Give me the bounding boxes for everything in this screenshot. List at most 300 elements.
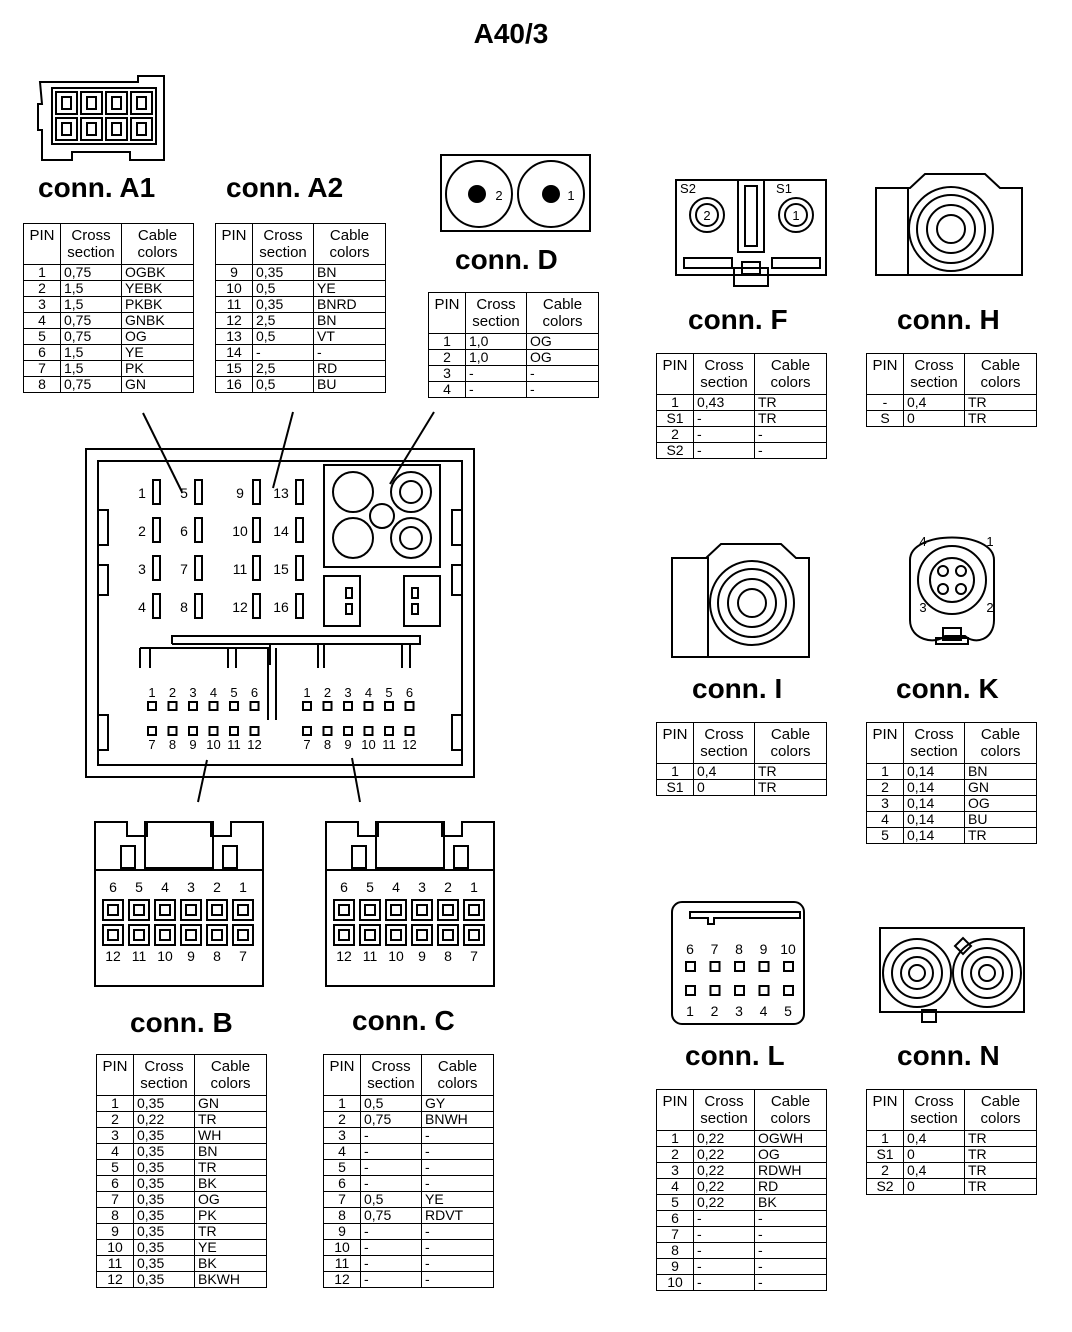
header-cable-colors-text: colors [137, 244, 178, 261]
cross-section-cell: 0,35 [134, 1208, 195, 1224]
cable-color-cell: PK [195, 1208, 267, 1224]
bc-latch [376, 822, 444, 868]
a1-contact [87, 123, 96, 135]
a1-cavity [56, 92, 77, 114]
conn-label-h: conn. H [897, 304, 1000, 335]
cable-color-cell: TR [755, 764, 827, 780]
l-cell [784, 986, 793, 995]
pin-number-label: 7 [180, 561, 188, 577]
l-cell [711, 986, 720, 995]
pin-number-label: 16 [273, 599, 289, 615]
pin-number-label: 11 [131, 948, 147, 964]
bc-cavity [207, 925, 227, 945]
pin-cell: 3 [24, 297, 61, 313]
pin-number-label: 12 [336, 948, 352, 964]
pin-number-label: 15 [273, 561, 289, 577]
header-pin-text: PIN [872, 357, 898, 374]
pin-number-label: 5 [366, 879, 374, 895]
cross-section-cell: - [466, 382, 527, 398]
cross-section-cell: 1,5 [61, 345, 122, 361]
pin-number-label: 14 [273, 523, 289, 539]
cable-color-cell: BN [195, 1144, 267, 1160]
cable-color-cell: GNBK [122, 313, 194, 329]
cross-section-cell: 0,22 [694, 1179, 755, 1195]
cable-color-cell: PK [122, 361, 194, 377]
l-cell [686, 986, 695, 995]
header-cable-colors-text: colors [210, 1075, 251, 1092]
cross-section-cell: 0 [694, 780, 755, 796]
cross-section-cell: - [694, 1211, 755, 1227]
cable-color-cell: GN [965, 780, 1037, 796]
cable-color-cell: BU [314, 377, 386, 393]
pin-number-label: 7 [470, 948, 478, 964]
header-cross-section-text: Cross [144, 1058, 184, 1075]
pin-number-label: 11 [362, 948, 378, 964]
cable-color-cell: GY [422, 1096, 494, 1112]
conn-label-a2: conn. A2 [226, 172, 344, 203]
pin-number-label: 7 [303, 737, 311, 752]
pin-cell: 3 [429, 366, 466, 382]
pin-number-label: 4 [161, 879, 169, 895]
pin-number-label: 10 [780, 941, 796, 957]
cable-color-cell: RDVT [422, 1208, 494, 1224]
cross-section-cell: - [253, 345, 314, 361]
pin-cell: 1 [24, 265, 61, 281]
conn-label-k: conn. K [896, 673, 999, 704]
pin-cell: 2 [324, 1112, 361, 1128]
pin-cell: 10 [657, 1275, 694, 1291]
bc-cell [385, 727, 393, 735]
bc-cell [365, 727, 373, 735]
bc-latch [145, 822, 213, 868]
bc-slot [121, 846, 135, 868]
bc-cavity [360, 900, 380, 920]
bc-cavity [207, 900, 227, 920]
conn-a1-housing [38, 76, 164, 160]
pin-number-label: 3 [919, 600, 927, 615]
header-cross-section-text: section [910, 1110, 958, 1127]
header-cross-section-text: Cross [704, 726, 744, 743]
pin-number-label: 1 [686, 1003, 694, 1019]
cross-section-cell: 2,5 [253, 313, 314, 329]
header-cable-colors-text: colors [980, 743, 1021, 760]
pin-cell: 6 [324, 1176, 361, 1192]
cable-color-cell: - [422, 1176, 494, 1192]
pin-slot [153, 518, 160, 542]
cross-section-cell: 2,5 [253, 361, 314, 377]
cross-section-cell: 0,35 [134, 1128, 195, 1144]
a1-contact [62, 123, 71, 135]
pin-cell: 11 [216, 297, 253, 313]
pin-number-label: 3 [418, 879, 426, 895]
pin-number-label: 6 [180, 523, 188, 539]
pin-number-label: 5 [180, 485, 188, 501]
pin-cell: 3 [657, 1163, 694, 1179]
pin-cell: 12 [97, 1272, 134, 1288]
pin-number-label: 10 [232, 523, 248, 539]
cross-section-cell: 0 [904, 1179, 965, 1195]
bc-cell [303, 727, 311, 735]
cable-color-cell: - [422, 1272, 494, 1288]
cross-section-cell: 0,75 [361, 1208, 422, 1224]
pin-number-label: 5 [230, 685, 238, 700]
pin-number-label: 7 [239, 948, 247, 964]
pin-cell: 5 [867, 828, 904, 844]
header-cable-colors-text: Cable [980, 726, 1021, 743]
pin-cell: 1 [657, 1131, 694, 1147]
bc-contact [391, 930, 401, 940]
cable-color-cell: TR [755, 411, 827, 427]
bc-cell [344, 727, 352, 735]
pin-number-label: 5 [784, 1003, 792, 1019]
conn-k-housing [910, 538, 994, 645]
pin-cell: 9 [97, 1224, 134, 1240]
bc-contact [134, 905, 144, 915]
bc-cavity [103, 900, 123, 920]
cross-section-cell: - [361, 1240, 422, 1256]
pin-slot [296, 480, 303, 504]
bc-slot [223, 846, 237, 868]
pin-cell: 2 [97, 1112, 134, 1128]
bc-cell [210, 727, 218, 735]
pin-cell: 7 [97, 1192, 134, 1208]
cable-color-cell: - [755, 1243, 827, 1259]
l-cell [711, 962, 720, 971]
cross-section-cell: - [694, 1275, 755, 1291]
pin-cell: 5 [97, 1160, 134, 1176]
header-cross-section-text: section [67, 244, 115, 261]
pin-number-label: S1 [776, 181, 792, 196]
a1-cavity [131, 92, 152, 114]
pin-cell: S1 [657, 780, 694, 796]
bc-cavity [129, 925, 149, 945]
pin-number-label: 8 [444, 948, 452, 964]
pin-cell: 2 [867, 780, 904, 796]
bc-cavity [386, 925, 406, 945]
bc-cell [148, 727, 156, 735]
cross-section-cell: - [361, 1144, 422, 1160]
cable-color-cell: OG [755, 1147, 827, 1163]
pin-number-label: 8 [168, 737, 177, 752]
cross-section-cell: 0,35 [134, 1144, 195, 1160]
pin-number-label: 2 [138, 523, 146, 539]
pin-cell: 1 [867, 1131, 904, 1147]
pin-cell: 1 [657, 395, 694, 411]
header-cross-section-text: Cross [476, 296, 516, 313]
pin-slot [195, 594, 202, 618]
cross-section-cell: 0,35 [134, 1256, 195, 1272]
header-cable-colors-text: colors [980, 1110, 1021, 1127]
header-pin-text: PIN [662, 1093, 688, 1110]
cross-section-cell: 0,22 [134, 1112, 195, 1128]
cross-section-cell: 0,75 [361, 1112, 422, 1128]
bc-cell [406, 727, 414, 735]
header-cable-colors-text: colors [770, 743, 811, 760]
cross-section-cell: 0,5 [253, 281, 314, 297]
l-cell [735, 986, 744, 995]
bc-contact [238, 905, 248, 915]
header-cable-colors-text: Cable [770, 726, 811, 743]
bc-cavity [360, 925, 380, 945]
bc-cell [385, 702, 393, 710]
cross-section-cell: 0,4 [904, 1131, 965, 1147]
pin-cell: 9 [324, 1224, 361, 1240]
cross-section-cell: 0,35 [134, 1272, 195, 1288]
l-cell [784, 962, 793, 971]
header-cross-section-text: Cross [914, 357, 954, 374]
pin-number-label: 1 [239, 879, 247, 895]
cable-color-cell: - [755, 427, 827, 443]
cable-color-cell: TR [755, 780, 827, 796]
header-pin-text: PIN [221, 227, 247, 244]
bc-cell [169, 727, 177, 735]
a1-cavity [56, 118, 77, 140]
bc-contact [186, 930, 196, 940]
pin-number-label: 1 [148, 685, 156, 700]
pin-number-label: 1 [792, 208, 800, 223]
pin-number-label: 1 [138, 485, 146, 501]
cross-section-cell: 0,75 [61, 265, 122, 281]
bc-cavity [412, 900, 432, 920]
pin-number-label: 10 [157, 948, 173, 964]
bc-cavity [155, 900, 175, 920]
cross-section-cell: 0,35 [134, 1160, 195, 1176]
pin-number-label: 12 [247, 737, 262, 752]
pin-cell: 8 [657, 1243, 694, 1259]
pin-slot [153, 556, 160, 580]
cable-color-cell: - [755, 1227, 827, 1243]
cable-color-cell: YE [195, 1240, 267, 1256]
bc-contact [160, 905, 170, 915]
cross-section-cell: 0,5 [361, 1096, 422, 1112]
header-cable-colors-text: Cable [329, 227, 370, 244]
cross-section-cell: 0,75 [61, 329, 122, 345]
cross-section-cell: 1,5 [61, 281, 122, 297]
header-cable-colors-text: Cable [980, 1093, 1021, 1110]
bc-contact [391, 905, 401, 915]
a1-contact [112, 97, 121, 109]
cable-color-cell: TR [195, 1112, 267, 1128]
bc-contact [469, 905, 479, 915]
bc-cavity [438, 900, 458, 920]
pin-number-label: 8 [180, 599, 188, 615]
pin-cell: S [867, 411, 904, 427]
bc-cell [406, 702, 414, 710]
pin-cell: 1 [657, 764, 694, 780]
cross-section-cell: 0,35 [134, 1240, 195, 1256]
pin-number-label: 4 [138, 599, 146, 615]
cable-color-cell: BN [965, 764, 1037, 780]
bc-contact [108, 905, 118, 915]
pin-number-label: 1 [470, 879, 478, 895]
bc-cell [324, 727, 332, 735]
pin-number-label: 1 [986, 534, 994, 549]
pin-cell: S1 [657, 411, 694, 427]
pin-cell: 6 [657, 1211, 694, 1227]
cross-section-cell: - [361, 1128, 422, 1144]
pin-cell: - [867, 395, 904, 411]
header-cable-colors-text: colors [329, 244, 370, 261]
pin-number-label: 4 [919, 534, 927, 549]
cable-color-cell: - [422, 1144, 494, 1160]
pin-number-label: 7 [710, 941, 719, 957]
cable-color-cell: OGBK [122, 265, 194, 281]
cable-color-cell: BKWH [195, 1272, 267, 1288]
bc-contact [108, 930, 118, 940]
pin-cell: 11 [97, 1256, 134, 1272]
pin-number-label: 8 [735, 941, 743, 957]
bc-cavity [464, 925, 484, 945]
pin-cell: 7 [657, 1227, 694, 1243]
cable-color-cell: YE [122, 345, 194, 361]
pin-cell: 9 [216, 265, 253, 281]
cable-color-cell: BK [755, 1195, 827, 1211]
pin-cell: 10 [97, 1240, 134, 1256]
cable-color-cell: BNWH [422, 1112, 494, 1128]
cable-color-cell: TR [195, 1160, 267, 1176]
pin-cell: 12 [324, 1272, 361, 1288]
cable-color-cell: BN [314, 265, 386, 281]
pin-number-label: 9 [759, 941, 768, 957]
a1-contact [137, 123, 146, 135]
cable-color-cell: BK [195, 1176, 267, 1192]
conn-h-housing [876, 174, 1022, 275]
bc-cell [251, 727, 259, 735]
cable-color-cell: OG [527, 350, 599, 366]
cable-color-cell: OGWH [755, 1131, 827, 1147]
pin-cell: 6 [24, 345, 61, 361]
cable-color-cell: YEBK [122, 281, 194, 297]
cable-color-cell: OG [195, 1192, 267, 1208]
pin-slot [195, 480, 202, 504]
cable-color-cell: - [755, 1275, 827, 1291]
cross-section-cell: 0,14 [904, 828, 965, 844]
pin-number-label: 2 [213, 879, 221, 895]
bc-cavity [129, 900, 149, 920]
header-cable-colors-text: colors [770, 374, 811, 391]
l-cell [760, 986, 769, 995]
cross-section-cell: - [694, 443, 755, 459]
pin-number-label: 13 [273, 485, 289, 501]
pin-cell: 3 [324, 1128, 361, 1144]
bc-contact [212, 905, 222, 915]
pin-number-label: 1 [567, 188, 575, 203]
pin-slot [296, 594, 303, 618]
bc-cell [189, 727, 197, 735]
pin-cell: 2 [867, 1163, 904, 1179]
header-cable-colors-text: Cable [770, 1093, 811, 1110]
header-pin-text: PIN [434, 296, 460, 313]
cross-section-cell: - [361, 1160, 422, 1176]
bc-cell [303, 702, 311, 710]
pin-number-label: 3 [189, 685, 197, 700]
pin-cell: 12 [216, 313, 253, 329]
conn-i-housing [672, 544, 809, 657]
cross-section-cell: 0,35 [253, 265, 314, 281]
pin-number-label: 6 [340, 879, 348, 895]
bc-contact [212, 930, 222, 940]
pin-cell: 4 [429, 382, 466, 398]
l-cell [760, 962, 769, 971]
cable-color-cell: TR [965, 1131, 1037, 1147]
cross-section-cell: 0,4 [694, 764, 755, 780]
cross-section-cell: 1,0 [466, 334, 527, 350]
pin-cell: 2 [24, 281, 61, 297]
cross-section-cell: - [361, 1272, 422, 1288]
cross-section-cell: - [361, 1176, 422, 1192]
conn-label-a1: conn. A1 [38, 172, 156, 203]
pin-number-label: 2 [495, 188, 503, 203]
cable-color-cell: - [422, 1160, 494, 1176]
bc-contact [339, 930, 349, 940]
cable-color-cell: BN [314, 313, 386, 329]
cable-color-cell: PKBK [122, 297, 194, 313]
pin-cell: 1 [867, 764, 904, 780]
pin-slot [253, 518, 260, 542]
bc-cavity [181, 900, 201, 920]
pin-cell: 5 [324, 1160, 361, 1176]
pin-number-label: S2 [680, 181, 696, 196]
bc-cell [324, 702, 332, 710]
pin-number-label: 6 [250, 685, 259, 700]
header-cable-colors-text: Cable [980, 357, 1021, 374]
cable-color-cell: RD [314, 361, 386, 377]
header-cross-section-text: Cross [263, 227, 303, 244]
cross-section-cell: - [694, 427, 755, 443]
bc-contact [365, 905, 375, 915]
pin-cell: 5 [657, 1195, 694, 1211]
bc-cell [251, 702, 259, 710]
pin-number-label: 4 [209, 685, 218, 700]
cross-section-cell: 0,35 [253, 297, 314, 313]
cable-color-cell: YE [422, 1192, 494, 1208]
a1-contact [62, 97, 71, 109]
bc-cell [210, 702, 218, 710]
pin-slot [253, 480, 260, 504]
bc-cavity [386, 900, 406, 920]
cross-section-cell: 0,35 [134, 1176, 195, 1192]
header-cross-section-text: section [700, 1110, 748, 1127]
pin-cell: 3 [867, 796, 904, 812]
cable-color-cell: RD [755, 1179, 827, 1195]
conn-label-n: conn. N [897, 1040, 1000, 1071]
cable-color-cell: OG [965, 796, 1037, 812]
pin-slot [253, 556, 260, 580]
cross-section-cell: - [361, 1224, 422, 1240]
header-cable-colors-text: Cable [770, 357, 811, 374]
conn-label-l: conn. L [685, 1040, 785, 1071]
header-cross-section-text: Cross [914, 1093, 954, 1110]
bc-contact [443, 930, 453, 940]
header-cross-section-text: Cross [371, 1058, 411, 1075]
bc-slot [352, 846, 366, 868]
pin-number-label: 10 [206, 737, 221, 752]
cable-color-cell: WH [195, 1128, 267, 1144]
cross-section-cell: 0,35 [134, 1224, 195, 1240]
bc-contact [238, 930, 248, 940]
pin-cell: 4 [97, 1144, 134, 1160]
pin-cell: 4 [324, 1144, 361, 1160]
header-cross-section-text: section [472, 313, 520, 330]
cross-section-cell: 0,22 [694, 1195, 755, 1211]
pin-cell: 14 [216, 345, 253, 361]
cable-color-cell: - [527, 382, 599, 398]
conn-label-d: conn. D [455, 244, 558, 275]
pin-cell: S1 [867, 1147, 904, 1163]
a1-contact [137, 97, 146, 109]
cable-color-cell: TR [965, 1147, 1037, 1163]
bc-cavity [155, 925, 175, 945]
